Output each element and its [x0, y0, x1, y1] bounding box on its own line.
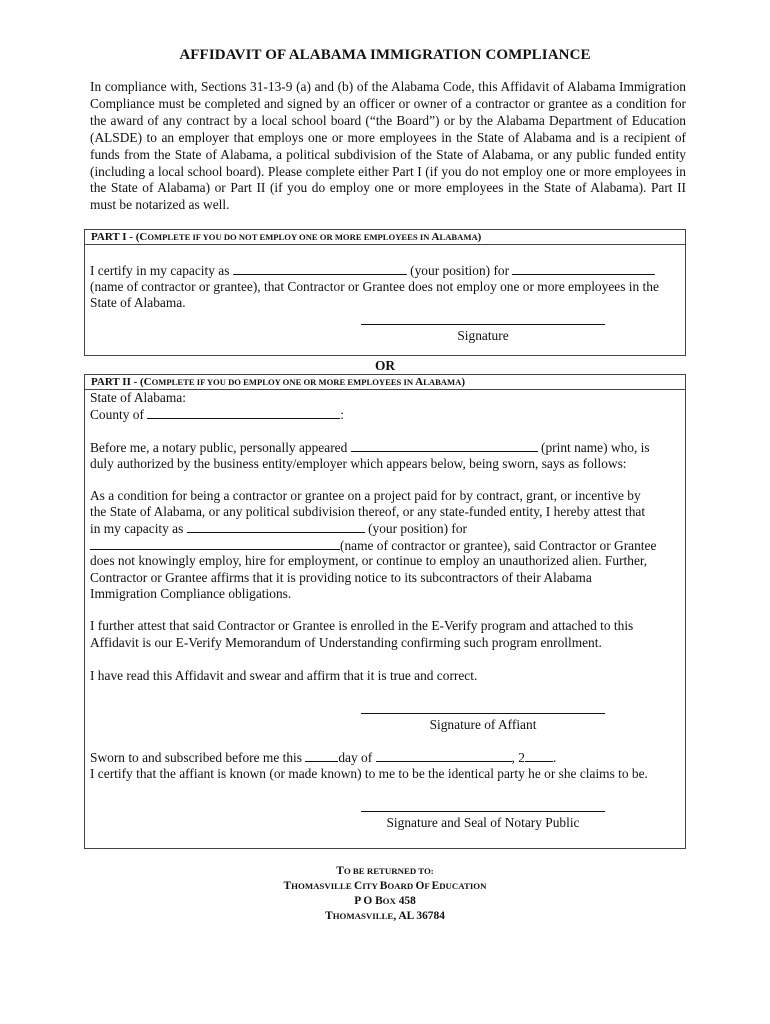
part2-contractor-name-blank[interactable] [90, 537, 340, 550]
condition-line1: As a condition for being a contractor or grantee on a project paid for by contract, grant, or incentive by [90, 488, 641, 503]
notary-signature-label: Signature and Seal of Notary Public [386, 815, 580, 830]
before-me-line: Before me, a notary public, personally appeared (print name) who, is [90, 440, 650, 455]
contractor-name-blank[interactable] [512, 262, 655, 275]
condition-line5: does not knowingly employ, hire for employment, or continue to employ an unauthorized alien. Further, [90, 553, 648, 568]
part1-line2: (name of contractor or grantee), that Contractor or Grantee does not employ one or more employees in the [90, 279, 659, 294]
certify-affiant-line: I certify that the affiant is known (or made known) to me to be the identical party he or she claims to be. [90, 766, 648, 781]
condition-line3: in my capacity as (your position) for [90, 521, 467, 536]
notary-signature-line[interactable] [361, 811, 605, 812]
position-blank[interactable] [233, 262, 407, 275]
affirm-line: I have read this Affidavit and swear and affirm that it is true and correct. [90, 668, 478, 683]
affiant-signature-label: Signature of Affiant [429, 717, 537, 732]
day-blank[interactable] [305, 749, 338, 762]
part1-line3: State of Alabama. [90, 295, 186, 310]
month-blank[interactable] [376, 749, 512, 762]
affiant-signature-line[interactable] [361, 713, 605, 714]
condition-line7: Immigration Compliance obligations. [90, 586, 292, 601]
condition-line2: the State of Alabama, or any political subdivision thereof, or any state-funded entity, I hereby attest that [90, 504, 646, 519]
part1-heading: PART I - (COMPLETE IF YOU DO NOT EMPLOY ONE OR MORE EMPLOYEES IN ALABAMA) [85, 230, 685, 245]
document-title: AFFIDAVIT OF ALABAMA IMMIGRATION COMPLIANCE [179, 47, 591, 63]
everify-line1: I further attest that said Contractor or Grantee is enrolled in the E-Verify program and attached to this [90, 618, 634, 633]
part1-signature-label: Signature [457, 328, 509, 343]
part1-signature-line[interactable] [361, 324, 605, 325]
state-line: State of Alabama: [90, 390, 186, 405]
county-blank[interactable] [147, 406, 340, 419]
return-to-label: TO BE RETURNED TO: [336, 865, 434, 877]
everify-line2: Affidavit is our E-Verify Memorandum of Understanding confirming such program enrollment. [90, 635, 602, 650]
part2-position-blank[interactable] [187, 520, 365, 533]
return-po-box: P O BOX 458 [354, 895, 416, 907]
return-city: THOMASVILLE, AL 36784 [325, 910, 445, 922]
before-me-line2: duly authorized by the business entity/employer which appears below, being sworn, says as follows: [90, 456, 627, 471]
return-organization: THOMASVILLE CITY BOARD OF EDUCATION [283, 880, 487, 892]
year-blank[interactable] [525, 749, 553, 762]
part1-certify-line: I certify in my capacity as (your position) for [90, 262, 682, 280]
county-line: County of : [90, 407, 345, 422]
print-name-blank[interactable] [351, 439, 538, 452]
intro-paragraph: In compliance with, Sections 31-13-9 (a) and (b) of the Alabama Code, this Affidavit of Alabama Immigration Compliance must be completed and signed by an officer or owner of a contractor or grantee as a condition for the award of any contract by a local school board (“the Board”) or by the Alabama Department of Education (ALSDE) to an employer that employs one or more employees in the State of Alabama and is a recipient of funds from the State of Alabama, a political subdivision of the State of Alabama, or any public funded entity (including a local school board). Please complete either Part I (if you do not employ one or more employees in the State of Alabama) or Part II (if you do employ one or more employees in the State of Alabama). Part II must be notarized as well. [90, 79, 686, 213]
condition-line4: (name of contractor or grantee), said Contractor or Grantee [90, 537, 682, 555]
or-separator: OR [374, 358, 396, 373]
condition-line6: Contractor or Grantee affirms that it is providing notice to its subcontractors of their Alabama [90, 570, 592, 585]
sworn-line: Sworn to and subscribed before me this day of , 2 . [90, 750, 557, 765]
part2-heading: PART II - (COMPLETE IF YOU DO EMPLOY ONE OR MORE EMPLOYEES IN ALABAMA) [85, 375, 685, 390]
